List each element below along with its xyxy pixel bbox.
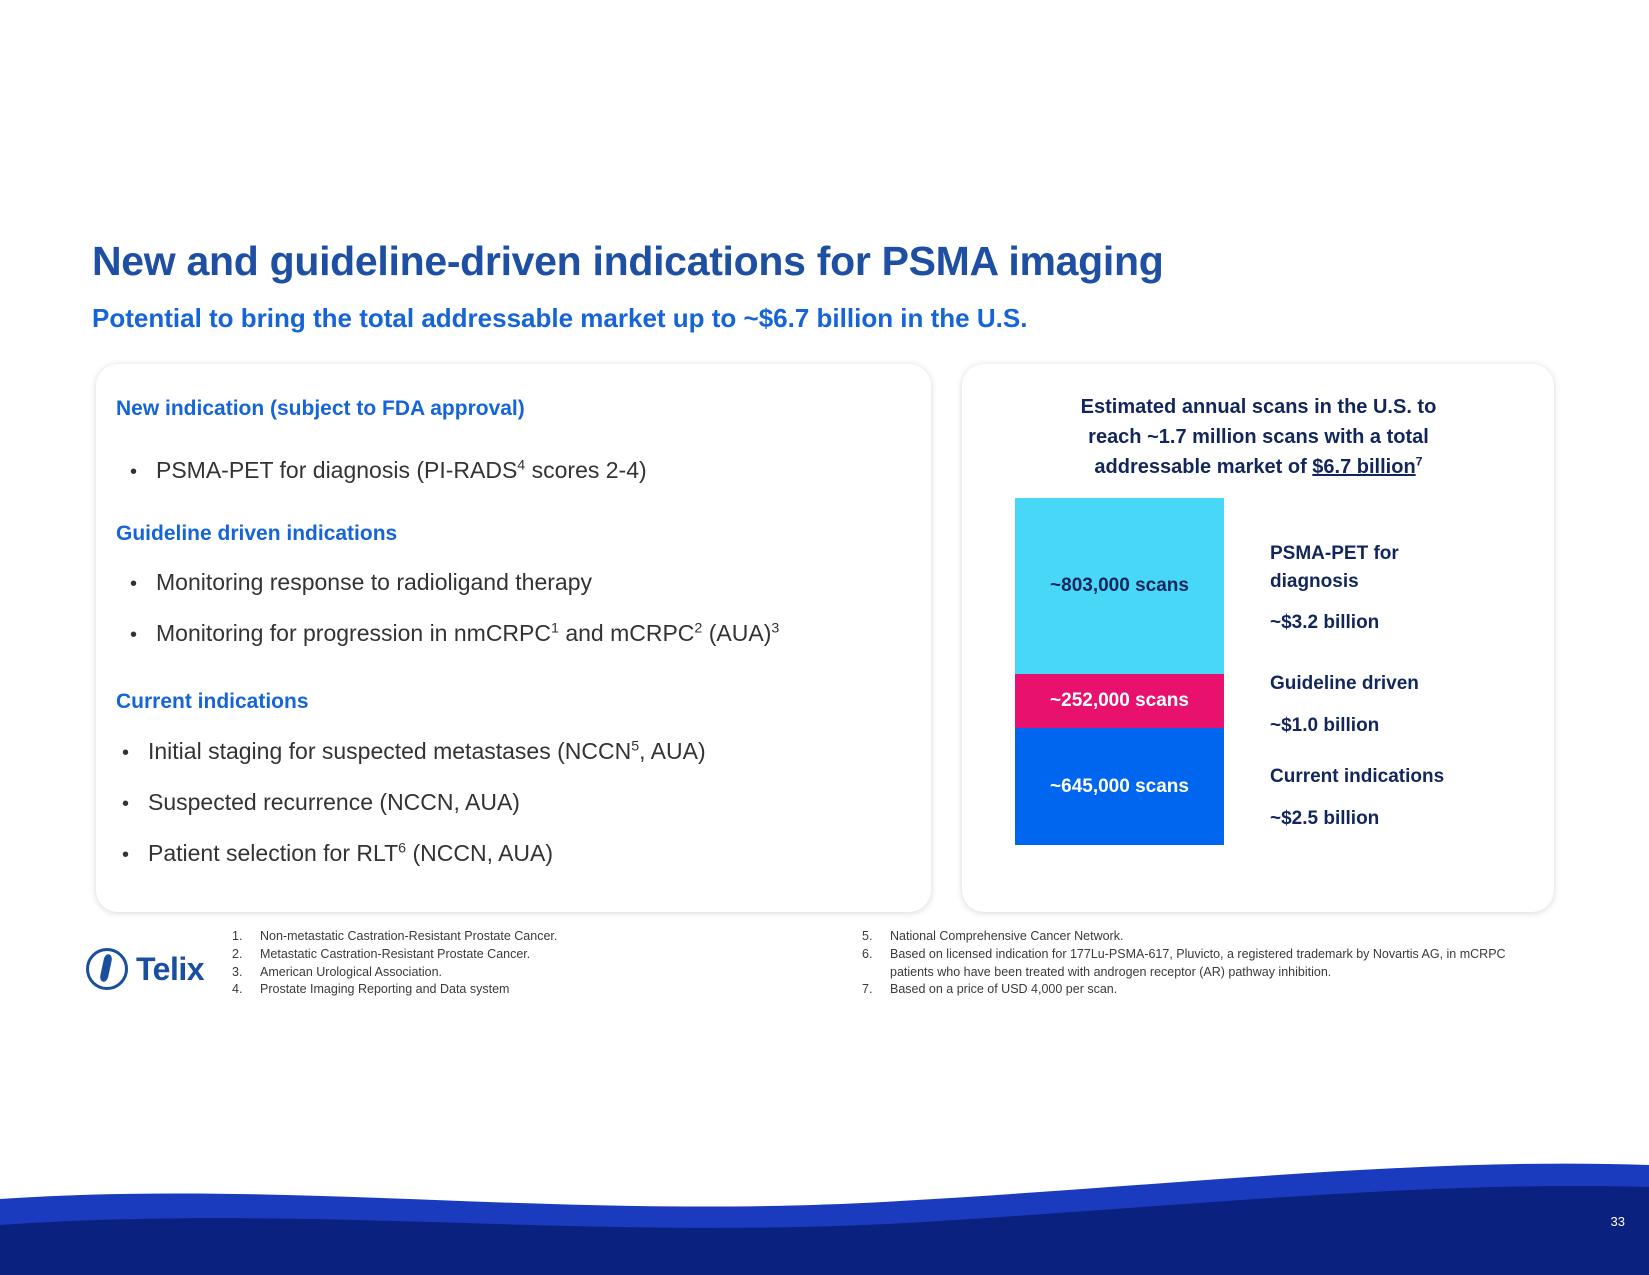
footnote-text: Metastatic Castration-Resistant Prostate Cancer. [260,946,531,961]
chart-heading-line-1: Estimated annual scans in the U.S. to [1080,396,1437,418]
bullet-glyph: • [122,742,130,764]
footnote-ref: 7 [1415,454,1423,469]
footnote-ref: 4 [517,457,526,474]
list-item [122,789,520,816]
stacked-bar-chart [1015,498,1224,845]
legend-value: ~$1.0 billion [1270,714,1380,736]
indications-panel [96,364,931,912]
legend-value: ~$2.5 billion [1270,807,1380,829]
legend-item-psma-pet [1270,540,1399,637]
bar-segment-current-indications [1015,728,1224,845]
chart-heading-line-2: reach ~1.7 million scans with a total [1088,426,1429,448]
total-market-value: $6.7 billion [1312,456,1416,478]
legend-value: ~$3.2 billion [1270,612,1380,634]
footnote [862,928,1522,946]
footnotes-right [862,928,1522,999]
page-subtitle: Potential to bring the total addressable market up to ~$6.7 billion in the U.S. [92,303,1028,333]
list-item [130,620,779,647]
footnote-text: Prostate Imaging Reporting and Data system [260,982,510,997]
list-item [122,738,706,765]
bar-segment-label: ~803,000 scans [1050,575,1189,596]
footnote [862,981,1522,999]
list-item-label: Initial staging for suspected metastases (NCCN$^5$, AUA) [148,738,706,764]
footnote-text: National Comprehensive Cancer Network. [890,929,1124,943]
bar-segment-psma-pet [1015,498,1224,674]
legend-item-guideline-driven [1270,670,1419,739]
footnote [232,946,852,964]
legend-label: Current indications [1270,766,1445,787]
footer-wave-decoration [0,1155,1649,1275]
page-number: 33 [1610,1214,1625,1229]
footnote-number: 3. [232,964,243,979]
telix-wordmark: Telix [136,950,205,987]
footnote-number: 2. [232,946,243,961]
bar-segment-label: ~252,000 scans [1050,690,1189,711]
footnote-number: 4. [232,982,243,997]
footnote-number: 5. [862,929,873,943]
chart-heading-line-3: addressable market of $6.7 billion$^7$ [1094,454,1423,478]
footnote [232,981,852,999]
bullet-glyph: • [130,624,138,646]
bullet-glyph: • [130,461,138,483]
bar-segment-guideline-driven [1015,674,1224,728]
footnote-number: 6. [862,946,873,961]
footnote-number: 1. [232,929,243,943]
bullet-glyph: • [130,573,138,595]
footnote-text: Non-metastatic Castration-Resistant Prostate Cancer. [260,929,558,943]
footnote-ref: 6 [398,840,407,857]
footnote-number: 7. [862,982,873,997]
list-item-label: Monitoring response to radioligand therapy [156,569,592,595]
footnote-ref: 3 [771,620,780,637]
footnote-text: Based on a price of USD 4,000 per scan. [890,982,1118,997]
footnote [862,946,1522,982]
legend-label: PSMA-PET for [1270,543,1399,564]
section-heading-new-indication: New indication (subject to FDA approval) [116,397,525,420]
footnote-text: American Urological Association. [260,964,443,979]
bullet-glyph: • [122,793,130,815]
section-heading-current-indications: Current indications [116,690,309,713]
telix-mark-icon [86,948,128,990]
list-item [130,569,592,596]
legend-label: Guideline driven [1270,673,1419,694]
list-item-label: Suspected recurrence (NCCN, AUA) [148,789,520,815]
footnote-ref: 1 [551,620,559,637]
legend-item-current-indications [1270,763,1444,832]
telix-logo [86,948,204,990]
footnote [232,928,852,946]
bar-segment-label: ~645,000 scans [1050,775,1189,797]
list-item [130,457,647,484]
bullet-glyph: • [122,844,130,866]
footnote [232,964,852,982]
section-heading-guideline-driven: Guideline driven indications [116,522,398,545]
list-item-label: Patient selection for RLT$^6$ (NCCN, AUA) [148,840,554,866]
list-item-label: Monitoring for progression in nmCRPC$^1$ and mCRPC$^2$ (AUA)$^3$ [156,620,780,646]
page-title: New and guideline-driven indications for PSMA imaging [92,238,1164,284]
footnote-ref: 5 [631,738,640,755]
footnote-text: Based on licensed indication for 177Lu-PSMA-617, Pluvicto, a registered trademark by Novartis AG, in mCRPC patients who have been treated with androgen receptor (AR) pathway inhibition. [890,946,1506,979]
list-item [122,840,553,867]
footnotes-left [232,928,852,999]
legend-label-cont: diagnosis [1270,570,1359,592]
footnote-ref: 2 [694,620,703,637]
list-item-label: PSMA-PET for diagnosis (PI-RADS$^4$ scores 2-4) [156,457,647,483]
chart-heading [986,392,1531,482]
